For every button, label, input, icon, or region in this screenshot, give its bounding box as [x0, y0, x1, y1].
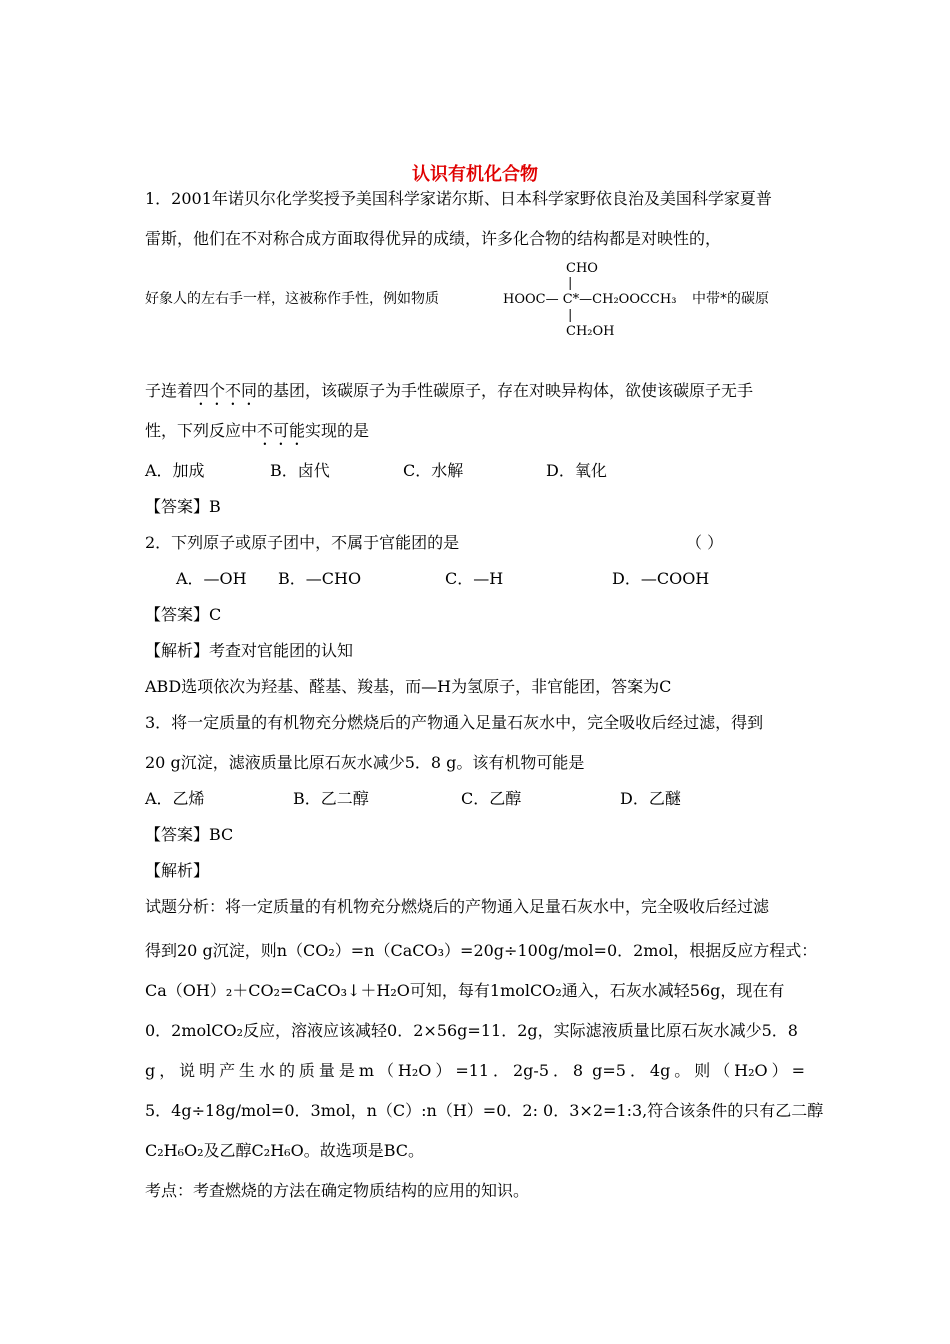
q3-analysis-line-2: 得到20 g沉淀，则n（CO₂）=n（CaCO₃）=20g÷100g/mol=0．2mol，根据反应方程式：: [145, 941, 818, 960]
page-title: 认识有机化合物: [412, 164, 538, 185]
q1-stem-line-2: 雷斯，他们在不对称合成方面取得优异的成绩，许多化合物的结构都是对映性的，: [145, 229, 722, 248]
structure-bond-bottom: |: [568, 308, 573, 323]
structure-ch2oh: CH₂OH: [566, 324, 615, 339]
q3-stem-line-1: 3．将一定质量的有机物充分燃烧后的产物通入足量石灰水中，完全吸收后经过滤，得到: [145, 713, 764, 732]
q1-line4-b: 的基团，该碳原子为手性碳原子，存在对映异构体，欲使该碳原子无手: [257, 381, 754, 400]
structure-cho: CHO: [566, 261, 598, 276]
q2-answer-paren: （ ）: [686, 533, 724, 552]
q1-stem-line-1: 1．2001年诺贝尔化学奖授予美国科学家诺尔斯、日本科学家野依良治及美国科学家夏普: [145, 189, 772, 208]
q3-analysis-line-4: 0．2molCO₂反应，溶液应该减轻0．2×56g=11．2g，实际滤液质量比原石灰水减少5．8: [145, 1021, 798, 1040]
q2-option-c: C．—H: [445, 569, 504, 588]
q1-stem-line-4: [145, 381, 753, 409]
q1-emphasis-four-different: 四个不同: [193, 381, 258, 400]
q1-stem-line-3-pre: 好象人的左右手一样，这被称作手性，例如物质: [145, 291, 439, 307]
q3-exam-point: 考点：考查燃烧的方法在确定物质结构的应用的知识。: [145, 1181, 530, 1200]
q1-option-d: D．氧化: [546, 461, 607, 480]
q2-answer: 【答案】C: [145, 605, 222, 624]
q2-analysis-body: ABD选项依次为羟基、醛基、羧基，而—H为氢原子，非官能团，答案为C: [145, 677, 672, 696]
q3-stem-line-2: 20 g沉淀，滤液质量比原石灰水减少5．8 g。该有机物可能是: [145, 753, 585, 772]
q2-option-a: A．—OH: [176, 569, 247, 588]
q2-option-d: D．—COOH: [612, 569, 710, 588]
q1-option-a: A．加成: [145, 461, 205, 480]
q3-answer: 【答案】BC: [145, 825, 234, 844]
q3-option-a: A．乙烯: [145, 789, 205, 808]
q1-stem-line-3-post: 中带*的碳原: [692, 291, 769, 307]
q3-option-b: B．乙二醇: [293, 789, 369, 808]
q2-stem: 2．下列原子或原子团中，不属于官能团的是: [145, 533, 460, 552]
q1-answer: 【答案】B: [145, 497, 221, 516]
q1-stem-line-5: [145, 421, 369, 449]
q3-analysis-line-1: 试题分析：将一定质量的有机物充分燃烧后的产物通入足量石灰水中，完全吸收后经过滤: [145, 897, 770, 916]
structure-main-chain: HOOC— C*—CH₂OOCCH₃: [503, 292, 677, 307]
q3-analysis-line-6: 5．4g÷18g/mol=0．3mol，n（C）:n（H）=0．2: 0．3×2=1:3,符合该条件的只有乙二醇: [145, 1101, 824, 1120]
q3-option-c: C．乙醇: [461, 789, 522, 808]
q1-line5-a: 性，下列反应中: [145, 421, 258, 440]
q3-analysis-line-7: C₂H₆O₂及乙醇C₂H₆O。故选项是BC。: [145, 1141, 424, 1160]
q3-analysis-line-3: Ca（OH）₂＋CO₂=CaCO₃↓＋H₂O可知，每有1molCO₂通入，石灰水减轻56g，现在有: [145, 981, 785, 1000]
q1-option-c: C．水解: [403, 461, 464, 480]
q3-option-d: D．乙醚: [620, 789, 681, 808]
q1-emphasis-impossible: 不可能: [257, 421, 306, 440]
q3-analysis-line-5: g，说明产生水的质量是m（H₂O）=11．2g-5．8 g=5．4g。则（H₂O）=: [145, 1061, 805, 1080]
q3-analysis-head: 【解析】: [145, 861, 210, 880]
q2-option-b: B．—CHO: [278, 569, 362, 588]
q1-option-b: B．卤代: [270, 461, 330, 480]
q1-line5-b: 实现的是: [305, 421, 370, 440]
structure-bond-top: |: [568, 276, 573, 291]
q1-line4-a: 子连着: [145, 381, 194, 400]
q2-analysis-head: 【解析】考查对官能团的认知: [145, 641, 354, 660]
